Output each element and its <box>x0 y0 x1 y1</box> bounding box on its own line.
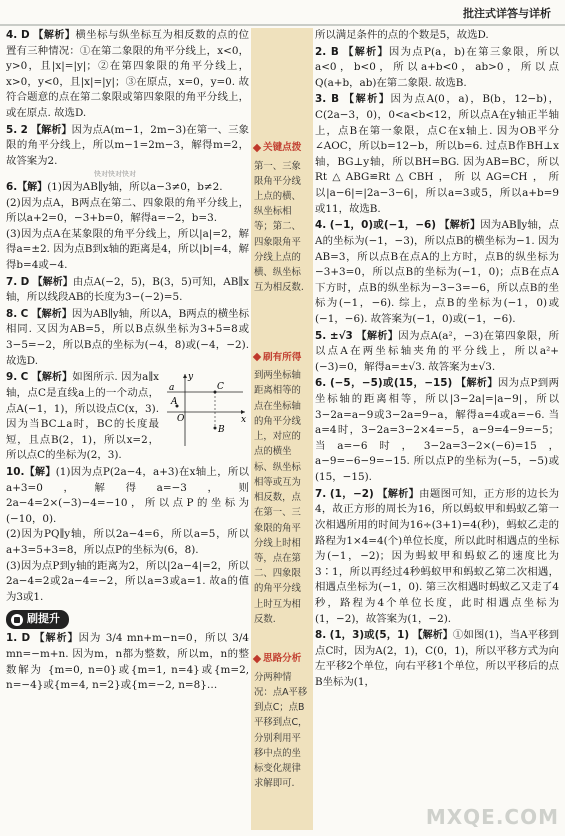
diamond-icon <box>253 655 261 663</box>
x-axis-arrow <box>241 410 245 414</box>
header-divider <box>0 24 565 26</box>
y-axis-arrow <box>183 374 187 378</box>
coordinate-figure <box>163 370 249 448</box>
answer-2: 2. B 【解析】因为点P(a，b)在第三象限，所以a<0，b<0，所以a+b<0，ab>0，所以点Q(a+b，ab)在第二象限. 故选B. <box>315 45 559 89</box>
answer-10: 10.【解】(1)因为点P(2a−4，a+3)在x轴上，所以a+3=0，解得a=−3，则2a−4=2×(−3)−4=−10，所以点P的坐标为(−10，0). (2)因为PQ∥y轴，所以2a−4=6，所以a=5，所以a+3=5+3=8，所以点P的坐标为(6，8). (3)因为点P到y轴的距离为2，所以|2a−4|=2，所以2a−4=2或2a−4=−2，所以a=3或a=1. 故a的值为3或1. <box>6 465 249 603</box>
left-column <box>6 28 249 830</box>
label-y: y <box>188 372 194 383</box>
answer-8: 8. C 【解析】因为AB∥y轴，所以A，B两点的横坐标相同. 又因为AB=5，所以B点纵坐标为3+5=8或3−5=−2，所以B点的坐标为(−4，8)或(−4，−2). 故选D. <box>6 307 249 367</box>
answer-6: 6.【解】(1)因为AB∥y轴，所以a−3≠0，b≠2. (2)因为点A，B两点在第二、四象限的角平分线上，所以a+2=0，−3+b=0，解得a=−2，b=3. (3)因为点A在某象限的角平分线上，所以|a|=2，解得a=±2. 因为点B到x轴的距离是4，所以|b|=4，解得b=4或−4. <box>6 180 249 272</box>
answer-6-right: 6. (−5，−5)或(15，−15) 【解析】因为点P到两坐标轴的距离相等，所以|3−2a|=|a−9|，所以3−2a=a−9或3−2a=9−a，解得a=4或a=−6. 当a=4时，3−2a=3−2×4=−5，a−9=4−9=−5；当a=−6时，3−2a=3−2×(−6)=15，a−9=−6−9=−15. 所以点P的坐标为(−5，−5)或(15，−15). <box>315 377 559 484</box>
answer-5-right: 5. ±√3 【解析】因为点A(a²，−3)在第四象限，所以点A在两坐标轴夹角的平分线上，所以a²+(−3)=0，解得a=±√3. 故答案为±√3. <box>315 329 559 373</box>
label-a: a <box>169 383 175 394</box>
note-takeaways: 刷有所得 到两坐标轴距离相等的点在坐标轴的角平分线上，对应的点的横坐标、纵坐标相等或互为相反数，点在第一、三象限的角平分线上时相等，点在第二、四象限的角平分线上时互为相反数. <box>254 351 302 625</box>
answer-7-right: 7. (1，−2) 【解析】由题图可知，正方形的边长为4，故正方形的周长为16，所以蚂蚁甲和蚂蚁乙第一次相遇所用的时间为16÷(3+1)=4(秒)，蚂蚁乙走的路程为1×4=4(个)单位长度，所以此时相遇点的坐标为(−1，−2)；因为蚂蚁甲和蚂蚁乙的速度比为3∶1，所以再经过4秒蚂蚁甲和蚂蚁乙第二次相遇，相遇点坐标为(−1，0). 第三次相遇时蚂蚁乙又走了4秒，路程为4个单位长度，此时相遇点坐标为(1，−2)，故答案为(1，−2). <box>315 487 559 625</box>
note-key-points: 关键点拨 第一、三象限角平分线上点的横、纵坐标相等；第二、四象限角平分线上点的横、纵坐标互为相反数. <box>254 142 304 294</box>
stamp-text: 快对快对快对 <box>94 170 136 179</box>
side-notes-column <box>251 28 313 830</box>
answer-8-right: 8. (1，3)或(5，1) 【解析】①如图(1)，当A平移到点C时，因为A(2，1)，C(0，1)，所以平移方式为向左平移2个单位，向右平移1个单位，所以平移后的点B坐标为(1， <box>315 629 559 688</box>
answer-3: 3. B 【解析】因为点A(0，a)，B(b，12−b)，C(2a−3，0)，0<a<b<12，所以点A在y轴正半轴上，点B在第一象限，点C在x轴上. 因为OB平分∠AOC，所以b=12−b，所以b=6. 过点B作BH⊥x轴，BG⊥y轴，所以BH=BG. 因为AB=BC，所以Rt△ABG≌Rt△CBH，所以AG=CH，所以|a−6|=|2a−3−6|，所以a=3或5，所以a+b=9或11，故选B. <box>315 93 559 215</box>
section-badge-shua-tisheng: 刷提升 <box>6 610 69 629</box>
answer-4-right: 4. (−1，0)或(−1，−6) 【解析】因为AB∥y轴，点A的坐标为(−1，−3)，所以点B的横坐标为−1. 因为AB=3，所以点B在点A的上方时，点B的纵坐标为−3+3=0，所以点B的坐标为(−1，0)；点B在点A下方时，点B的纵坐标为−3−3=−6，所以点B的坐标为(−1，−6). 综上，点B的坐标为(−1，0)或(−1，−6). 故答案为(−1，0)或(−1，−6). <box>315 219 559 325</box>
watermark-text: MXQE.COM <box>425 805 559 829</box>
answer-5: 5. 2 【解析】因为点A(m−1，2m−3)在第一、三象限的角平分线上，所以m−1=2m−3，解得m=2，故答案为2. <box>6 123 249 167</box>
diamond-icon <box>253 144 261 152</box>
label-c: C <box>217 382 224 393</box>
answer-9: a C A B O x y 9. C 【解析】如图所示. 因为a∥x轴，点C是直线a上的一个动点，点A(−1，1)，所以设点C(x，3). 因为当BC⊥a时，BC的长度最短，且点B(2，1)，所以x=2，所以点C的坐标为(2，3). <box>6 370 249 464</box>
right-column <box>315 28 559 830</box>
label-b: B <box>218 425 225 436</box>
label-x: x <box>241 415 247 426</box>
note-approach: 思路分析 分两种情况：点A平移到点C；点B平移到点C，分别利用平移中点的坐标变化规律求解即可. <box>254 653 308 790</box>
page-header: 批注式详答与详析 <box>463 7 551 20</box>
figure-svg <box>163 370 249 448</box>
label-o: O <box>177 414 185 425</box>
diamond-icon <box>253 353 261 361</box>
section-icon <box>11 614 23 626</box>
point-b <box>214 427 217 430</box>
label-point-a: A <box>171 397 178 408</box>
answer-1: 1. D 【解析】因为 3/4 mn+m−n=0，所以 3/4 mn=−m+n. 因为m，n都为整数，所以m，n的整数解为 {m=0, n=0}或{m=1, n=4}或{m=2, n=−4}或{m=4, n=2}或{m=−2, n=8}… <box>6 632 249 692</box>
answer-1-continued: 所以满足条件的点的个数是5，故选D. <box>315 29 489 41</box>
answer-4: 4. D 【解析】横坐标与纵坐标互为相反数的点的位置有三种情况：①在第二象限的角平分线上，x<0，y>0，且|x|=|y|；②在第四象限的角平分线上，x>0，y<0，且|x|=|y|；③在原点，x=0，y=0. 故符合题意的点在第二象限或第四象限的角平分线上，或在原点. 故选D. <box>6 29 249 120</box>
answer-7: 7. D 【解析】由点A(−2，5)，B(3，5)可知，AB∥x轴，所以线段AB的长度为3−(−2)=5. <box>6 275 249 304</box>
